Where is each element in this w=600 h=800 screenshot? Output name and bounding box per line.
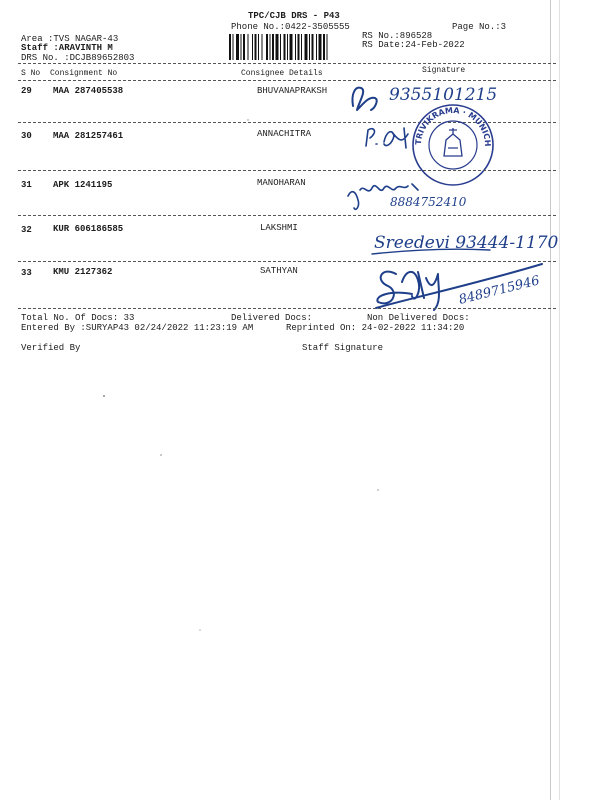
row-consignee: MANOHARAN (257, 178, 306, 188)
row-consignment: KMU 2127362 (53, 267, 113, 277)
non-delivered-docs: Non Delivered Docs: (367, 313, 470, 323)
sheet-title: TPC/CJB DRS - P43 (248, 11, 340, 21)
row-consignment: APK 1241195 (53, 180, 113, 190)
column-header-signature: Signature (422, 66, 466, 75)
staff-signature-label: Staff Signature (302, 343, 384, 353)
delivered-docs: Delivered Docs: (231, 313, 313, 323)
page-number: Page No.:3 (452, 22, 507, 32)
rs-date: RS Date:24-Feb-2022 (362, 40, 465, 50)
svg-text:Sreedevi 93444-1170: Sreedevi 93444-1170 (374, 233, 559, 253)
reprinted-on: Reprinted On: 24-02-2022 11:34:20 (286, 323, 465, 333)
verified-by-label: Verified By (21, 343, 81, 353)
svg-text:TRIVIKRAMA · MUNICH: TRIVIKRAMA · MUNICH (413, 105, 493, 147)
row-sno: 32 (21, 225, 32, 235)
row-consignee: SATHYAN (260, 266, 298, 276)
row-consignee: LAKSHMI (260, 223, 298, 233)
rs-number: RS No.:896528 (362, 31, 433, 41)
row-consignee: BHUVANAPRAKSH (257, 86, 328, 96)
column-header-consignee: Consignee Details (241, 69, 323, 78)
svg-text:8489715946: 8489715946 (457, 273, 542, 308)
row-sno: 33 (21, 268, 32, 278)
row-consignment: MAA 287405538 (53, 86, 124, 96)
total-docs: Total No. Of Docs: 33 (21, 313, 135, 323)
drs-number: DRS No. :DCJB89652803 (21, 53, 135, 63)
svg-text:9355101215: 9355101215 (389, 85, 498, 105)
row-sno: 30 (21, 131, 32, 141)
phone-number: Phone No.:0422-3505555 (231, 22, 350, 32)
row-sno: 29 (21, 86, 32, 96)
row-consignment: KUR 606186585 (53, 224, 124, 234)
row-consignment: MAA 281257461 (53, 131, 124, 141)
column-header-consignment: Consignment No (50, 69, 118, 78)
svg-text:8884752410: 8884752410 (390, 195, 467, 209)
staff-label: Staff :ARAVINTH M (21, 43, 113, 53)
column-header-sno: S No (21, 69, 41, 78)
row-consignee: ANNACHITRA (257, 129, 312, 139)
area-label: Area :TVS NAGAR-43 (21, 34, 119, 44)
entered-by: Entered By :SURYAP43 02/24/2022 11:23:19 AM (21, 323, 254, 333)
row-sno: 31 (21, 180, 32, 190)
